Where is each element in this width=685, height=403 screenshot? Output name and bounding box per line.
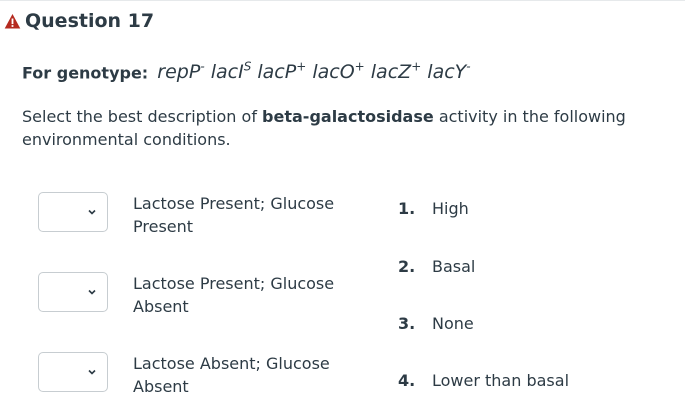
option-label: None	[432, 314, 474, 333]
gene-lac-y: lacY-	[427, 60, 471, 84]
genotype-label: For genotype:	[22, 63, 149, 83]
genotype-formula	[157, 61, 470, 83]
gene-lac-p: lacP+	[257, 60, 307, 84]
option-number: 3.	[398, 314, 416, 333]
gene-lac-o: lacO+	[312, 60, 365, 84]
gene-lac-i: lacI$^S$	[210, 60, 252, 84]
question-header	[4, 8, 154, 34]
gene-rep-p: repP-	[157, 60, 205, 84]
option-label: Basal	[432, 257, 476, 276]
top-divider	[0, 0, 685, 1]
condition-1-select[interactable]	[38, 192, 108, 232]
option-label: High	[432, 199, 469, 218]
option-2	[398, 257, 475, 276]
option-number: 1.	[398, 199, 416, 218]
gene-lac-z: lacZ+	[370, 60, 422, 84]
chevron-down-icon	[87, 287, 97, 297]
option-3	[398, 314, 474, 333]
chevron-down-icon	[87, 207, 97, 217]
warning-triangle-icon	[4, 13, 21, 30]
question-title: Question 17	[25, 10, 155, 32]
option-number: 2.	[398, 257, 416, 276]
option-1	[398, 199, 469, 218]
question-instructions: Select the best description of beta-galactosidase activity in the following environmental conditions.	[22, 107, 626, 149]
option-4	[398, 371, 569, 390]
instructions-keyword: beta-galactosidase	[262, 107, 434, 126]
condition-2-label: Lactose Present; Glucose Absent	[133, 274, 335, 316]
condition-2-select[interactable]	[38, 272, 108, 312]
genotype-line	[22, 60, 471, 83]
condition-3-label: Lactose Absent; Glucose Absent	[133, 354, 330, 396]
option-number: 4.	[398, 371, 416, 390]
chevron-down-icon	[87, 367, 97, 377]
option-label: Lower than basal	[432, 371, 570, 390]
condition-3-select[interactable]	[38, 352, 108, 392]
condition-1-label: Lactose Present; Glucose Present	[133, 194, 335, 236]
